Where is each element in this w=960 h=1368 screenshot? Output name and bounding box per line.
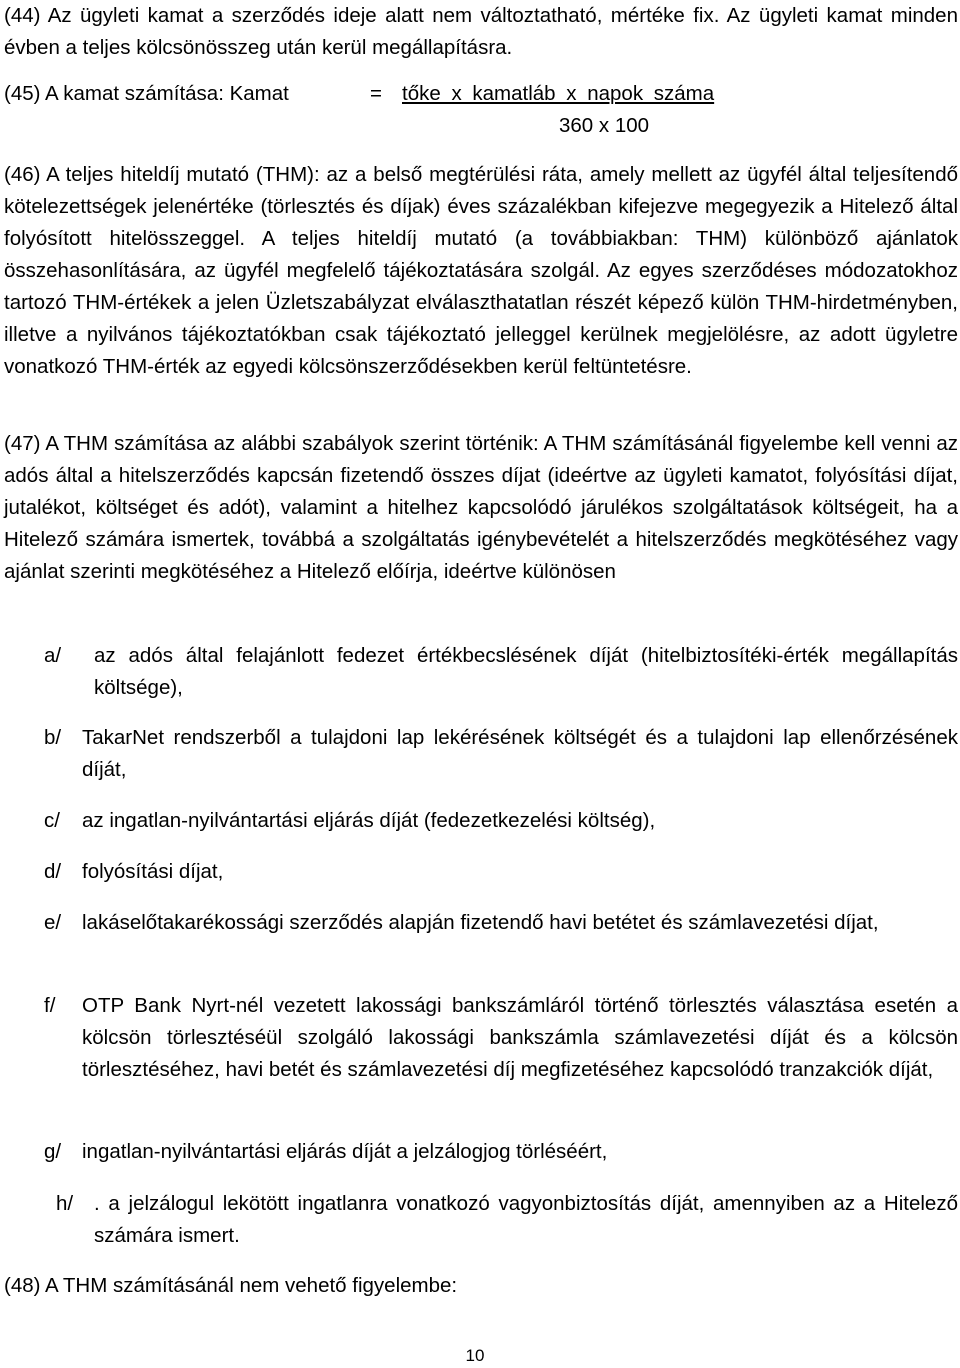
list-marker: d/ — [44, 860, 62, 883]
formula-denominator: 360 x 100 — [559, 114, 650, 137]
paragraph-44: (44) Az ügyleti kamat a szerződés ideje alatt nem változtatható, mértéke fix. Az ügyleti kamat minden évben a teljes kölcsönösszeg után kerül megállapításra. — [4, 4, 958, 59]
formula-equals: = — [370, 82, 382, 105]
page-number: 10 — [465, 1346, 485, 1365]
list-marker: e/ — [44, 911, 62, 934]
paragraph-46: (46) A teljes hiteldíj mutató (THM): az a belső megtérülési ráta, amely mellett az ügyfél által teljesítendő kötelezettségek jelenértéke (törlesztés és díjak) éves százalékban kifejezve megegyezik a Hitelező által folyósított hitelösszeggel. A teljes hiteldíj mutató (a továbbiakban: THM) különböző ajánlatok összehasonlítására, az ügyfél megfelelő tájékoztatására szolgál. Az egyes szerződéses módozatokhoz tartozó THM-értékek a jelen Üzletszabályzat elválaszthatatlan részét képező külön THM-hirdetményben, illetve a nyilvános tájékoztatókban csak tájékoztató jelleggel kerülnek megjelölésre, az adott ügyletre vonatkozó THM-érték az egyedi kölcsönszerződésekben kerül feltüntetésre. — [4, 163, 958, 378]
paragraph-48: (48) A THM számításánál nem vehető figyelembe: — [4, 1274, 458, 1297]
list-marker: f/ — [44, 994, 56, 1017]
list-marker: c/ — [44, 809, 60, 832]
list-item-text: TakarNet rendszerből a tulajdoni lap lekérésének költségét és a tulajdoni lap ellenőrzésének díját, — [82, 726, 958, 781]
list-item-text: folyósítási díjat, — [82, 860, 224, 883]
list-item-text: lakáselőtakarékossági szerződés alapján fizetendő havi betétet és számlavezetési díjat, — [82, 911, 879, 934]
list-item-text: az adós által felajánlott fedezet értékbecslésének díját (hitelbiztosítéki-érték megállapítás költsége), — [94, 644, 958, 699]
list-marker: h/ — [56, 1192, 74, 1215]
formula-numerator: tőke x kamatláb x napok száma — [402, 82, 715, 105]
interest-formula — [4, 78, 958, 142]
list-item-text: . a jelzálogul lekötött ingatlanra vonatkozó vagyonbiztosítás díját, amennyiben az a Hitelező számára ismert. — [94, 1192, 958, 1247]
formula-label: (45) A kamat számítása: Kamat — [4, 82, 289, 105]
list-item-text: ingatlan-nyilvántartási eljárás díját a jelzálogjog törléséért, — [82, 1140, 608, 1163]
list-item-text: az ingatlan-nyilvántartási eljárás díját (fedezetkezelési költség), — [82, 809, 656, 832]
list-item-text: OTP Bank Nyrt-nél vezetett lakossági bankszámláról történő törlesztés választása esetén a kölcsön törlesztéséül szolgáló lakossági bankszámla számlavezetési díját és a kölcsön törlesztéséhez, havi betét és számlavezetési díj megfizetéséhez kapcsolódó tranzakciók díját, — [82, 994, 958, 1081]
list-marker: g/ — [44, 1140, 62, 1163]
paragraph-47: (47) A THM számítása az alábbi szabályok szerint történik: A THM számításánál figyelembe kell venni az adós által a hitelszerződés kapcsán fizetendő összes díjat (ideértve az ügyleti kamatot, folyósítási díjat, jutalékot, költséget és adót), valamint a hitelhez kapcsolódó járulékos szolgáltatások költségeit, ha a Hitelező számára ismertek, továbbá a szolgáltatás igénybevételét a hitelszerződés megkötéséhez vagy ajánlat szerinti megkötéséhez a Hitelező előírja, ideértve különösen — [4, 432, 958, 583]
list-marker: b/ — [44, 726, 62, 749]
list-marker: a/ — [44, 644, 62, 667]
